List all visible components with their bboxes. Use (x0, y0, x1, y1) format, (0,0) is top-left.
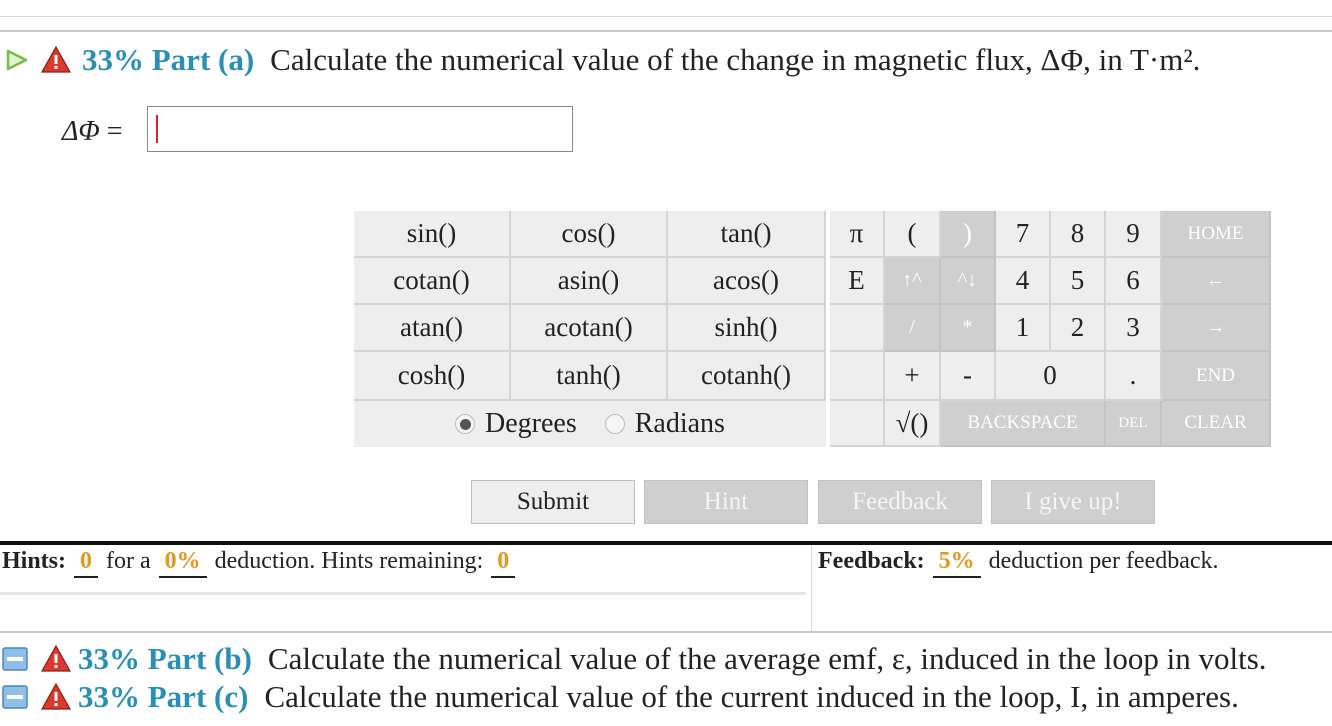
hints-remaining: 0 (491, 548, 515, 578)
acotan-button[interactable]: acotan() (511, 305, 668, 352)
warning-icon (40, 682, 72, 712)
answer-label (62, 116, 123, 148)
degrees-label: Degrees (485, 408, 577, 439)
hints-info (2, 548, 515, 578)
multiply-button[interactable]: * (941, 305, 996, 352)
part-a-header[interactable] (0, 42, 1200, 78)
feedback-label: Feedback: (818, 548, 925, 574)
minus-button[interactable]: - (941, 352, 996, 401)
part-a-percent: 33% Part (a) (82, 42, 255, 77)
collapsed-section-icon[interactable] (2, 647, 28, 671)
warning-icon (40, 644, 72, 674)
part-c-header[interactable] (0, 679, 1239, 715)
digit-3-button[interactable]: 3 (1106, 305, 1162, 352)
part-c-question: Calculate the numerical value of the current induced in the loop, I, in amperes. (264, 679, 1239, 714)
degrees-radio[interactable] (455, 414, 475, 434)
part-b-header[interactable] (0, 641, 1267, 677)
feedback-info (818, 548, 1219, 578)
hint-button[interactable]: Hint (644, 480, 808, 524)
hints-count: 0 (74, 548, 98, 578)
cosh-button[interactable]: cosh() (354, 352, 511, 401)
sqrt-button[interactable]: √() (885, 401, 941, 447)
feedback-deduction: 5% (933, 548, 981, 578)
digit-0-button[interactable]: 0 (996, 352, 1106, 401)
open-paren-button[interactable]: ( (885, 211, 941, 258)
digit-4-button[interactable]: 4 (996, 258, 1051, 305)
superscript-down-button[interactable]: ^↓ (941, 258, 996, 305)
home-button[interactable]: HOME (1162, 211, 1271, 258)
keypad-blank (830, 305, 885, 352)
part-b-percent: 33% Part (b) (78, 641, 252, 676)
plus-button[interactable]: + (885, 352, 941, 401)
clear-button[interactable]: CLEAR (1162, 401, 1271, 447)
radians-radio[interactable] (605, 414, 625, 434)
expand-arrow-icon[interactable] (4, 47, 30, 73)
pi-button[interactable]: π (830, 211, 885, 258)
divide-button[interactable]: / (885, 305, 941, 352)
feedback-text: deduction per feedback. (988, 548, 1219, 574)
hints-divider (0, 541, 1332, 545)
collapsed-section-icon[interactable] (2, 685, 28, 709)
end-button[interactable]: END (1162, 352, 1271, 401)
digit-8-button[interactable]: 8 (1051, 211, 1106, 258)
text-caret (156, 115, 158, 143)
cursor-right-button[interactable]: → (1162, 305, 1271, 352)
cursor-left-button[interactable]: ← (1162, 258, 1271, 305)
digit-1-button[interactable]: 1 (996, 305, 1051, 352)
del-button[interactable]: DEL (1106, 401, 1162, 447)
digit-9-button[interactable]: 9 (1106, 211, 1162, 258)
part-c-percent: 33% Part (c) (78, 679, 249, 714)
hints-panel-divider (0, 592, 806, 595)
acos-button[interactable]: acos() (668, 258, 826, 305)
part-a-question: Calculate the numerical value of the change in magnetic flux, ΔΦ, in T·m². (270, 42, 1201, 77)
superscript-up-button[interactable]: ↑^ (885, 258, 941, 305)
panel-separator (811, 545, 812, 631)
backspace-button[interactable]: BACKSPACE (941, 401, 1106, 447)
digit-5-button[interactable]: 5 (1051, 258, 1106, 305)
hints-for-a: for a (106, 548, 151, 574)
asin-button[interactable]: asin() (511, 258, 668, 305)
sin-button[interactable]: sin() (354, 211, 511, 258)
e-button[interactable]: E (830, 258, 885, 305)
hints-deduction: 0% (159, 548, 207, 578)
digit-7-button[interactable]: 7 (996, 211, 1051, 258)
angle-mode-selector (354, 401, 826, 447)
answer-variable: ΔΦ (62, 116, 100, 147)
feedback-button[interactable]: Feedback (818, 480, 982, 524)
digit-6-button[interactable]: 6 (1106, 258, 1162, 305)
submit-button[interactable]: Submit (471, 480, 635, 524)
keypad-blank (830, 352, 885, 401)
tan-button[interactable]: tan() (668, 211, 826, 258)
hints-label: Hints: (2, 548, 67, 574)
part-b-question: Calculate the numerical value of the average emf, ε, induced in the loop in volts. (267, 641, 1267, 676)
cotanh-button[interactable]: cotanh() (668, 352, 826, 401)
top-divider (0, 16, 1332, 17)
give-up-button[interactable]: I give up! (991, 480, 1155, 524)
part-b-divider (0, 631, 1332, 633)
answer-input[interactable] (147, 106, 573, 152)
hints-deduction-text: deduction. Hints remaining: (214, 548, 484, 574)
digit-2-button[interactable]: 2 (1051, 305, 1106, 352)
cotan-button[interactable]: cotan() (354, 258, 511, 305)
equals-sign: = (106, 116, 123, 147)
decimal-point-button[interactable]: . (1106, 352, 1162, 401)
radians-label: Radians (634, 408, 725, 439)
sinh-button[interactable]: sinh() (668, 305, 826, 352)
keypad-blank (830, 401, 885, 447)
tanh-button[interactable]: tanh() (511, 352, 668, 401)
part-a-divider (0, 30, 1332, 32)
warning-icon (40, 45, 72, 75)
close-paren-button[interactable]: ) (941, 211, 996, 258)
cos-button[interactable]: cos() (511, 211, 668, 258)
atan-button[interactable]: atan() (354, 305, 511, 352)
